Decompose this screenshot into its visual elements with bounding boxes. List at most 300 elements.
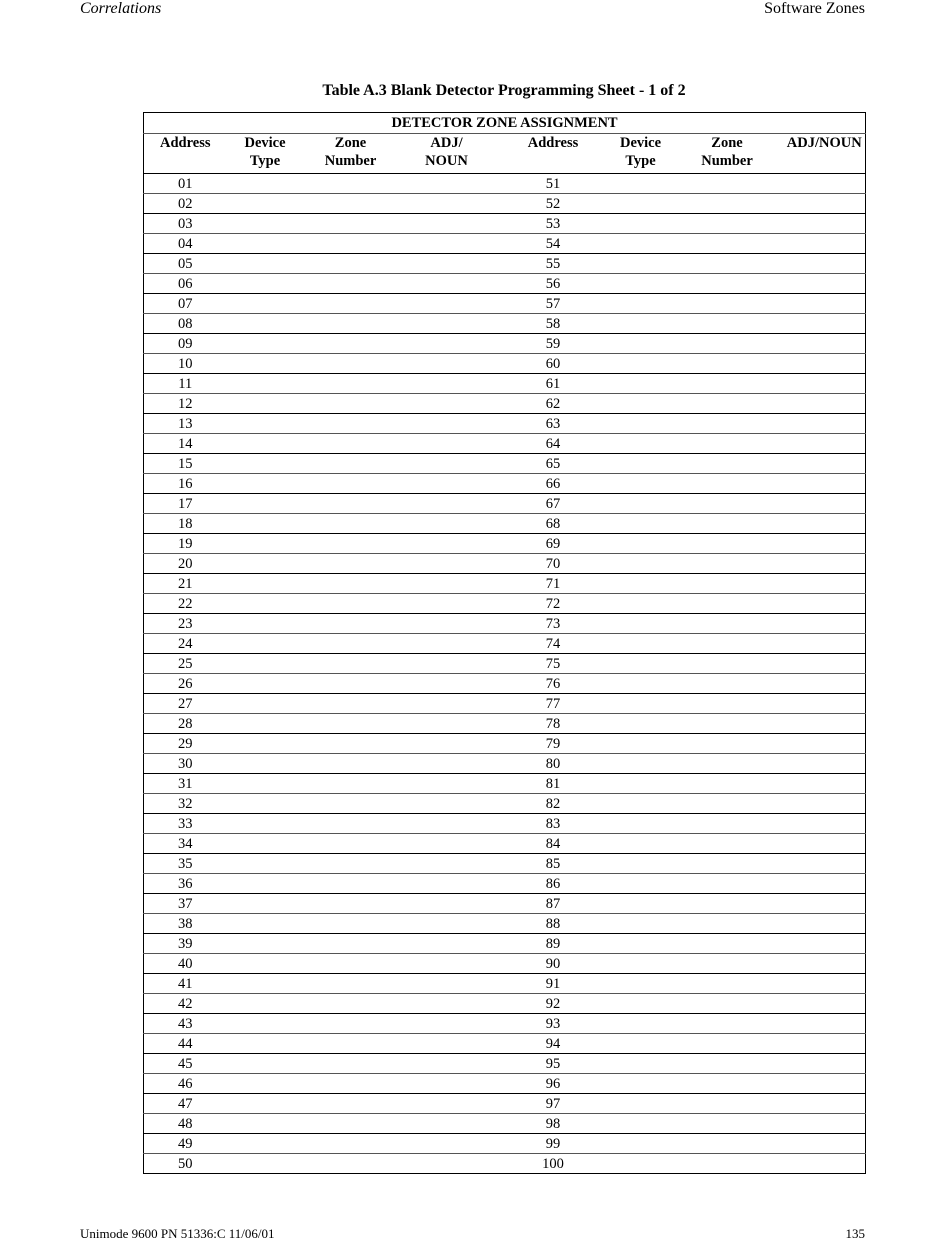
- blank-entry-cell: [784, 494, 866, 514]
- blank-entry-cell: [671, 1094, 784, 1114]
- blank-entry-cell: [304, 1014, 398, 1034]
- blank-entry-cell: [398, 534, 496, 554]
- table-row: [144, 374, 866, 394]
- blank-entry-cell: [304, 354, 398, 374]
- blank-entry-cell: [398, 274, 496, 294]
- blank-entry-cell: [398, 934, 496, 954]
- blank-entry-cell: [227, 234, 304, 254]
- table-row: [144, 874, 866, 894]
- blank-entry-cell: [227, 214, 304, 234]
- column-header-line: Device: [619, 135, 662, 151]
- column-header-device-type-left: [227, 134, 304, 174]
- address-cell-right: 62: [496, 394, 611, 414]
- blank-entry-cell: [671, 314, 784, 334]
- column-header-line: Number: [701, 153, 753, 169]
- column-header-device-type-right: [611, 134, 671, 174]
- table-row: [144, 1034, 866, 1054]
- blank-entry-cell: [784, 994, 866, 1014]
- blank-entry-cell: [398, 594, 496, 614]
- blank-entry-cell: [227, 914, 304, 934]
- table-row: [144, 934, 866, 954]
- blank-entry-cell: [304, 274, 398, 294]
- table-row: [144, 754, 866, 774]
- address-cell-left: 34: [144, 834, 227, 854]
- table-row: [144, 514, 866, 534]
- address-cell-right: 76: [496, 674, 611, 694]
- address-cell-left: 23: [144, 614, 227, 634]
- blank-entry-cell: [304, 974, 398, 994]
- blank-entry-cell: [227, 194, 304, 214]
- blank-entry-cell: [227, 294, 304, 314]
- blank-entry-cell: [611, 634, 671, 654]
- blank-entry-cell: [611, 214, 671, 234]
- blank-entry-cell: [398, 714, 496, 734]
- column-header-adj-noun-right: [784, 134, 866, 174]
- blank-entry-cell: [227, 714, 304, 734]
- blank-entry-cell: [227, 314, 304, 334]
- blank-entry-cell: [304, 514, 398, 534]
- blank-entry-cell: [304, 1074, 398, 1094]
- table-row: [144, 834, 866, 854]
- blank-entry-cell: [227, 1094, 304, 1114]
- blank-entry-cell: [611, 614, 671, 634]
- blank-entry-cell: [611, 554, 671, 574]
- blank-entry-cell: [784, 674, 866, 694]
- address-cell-right: 80: [496, 754, 611, 774]
- blank-entry-cell: [227, 674, 304, 694]
- table-row: [144, 494, 866, 514]
- blank-entry-cell: [611, 194, 671, 214]
- address-cell-left: 03: [144, 214, 227, 234]
- blank-entry-cell: [671, 274, 784, 294]
- blank-entry-cell: [671, 774, 784, 794]
- column-header-line: Number: [324, 153, 377, 169]
- blank-entry-cell: [227, 354, 304, 374]
- table-row: [144, 254, 866, 274]
- blank-entry-cell: [304, 214, 398, 234]
- table-row: [144, 634, 866, 654]
- blank-entry-cell: [784, 414, 866, 434]
- blank-entry-cell: [398, 374, 496, 394]
- blank-entry-cell: [784, 1054, 866, 1074]
- column-header-line: Address: [160, 135, 211, 151]
- table-row: [144, 1154, 866, 1174]
- blank-entry-cell: [611, 254, 671, 274]
- address-cell-right: 69: [496, 534, 611, 554]
- blank-entry-cell: [227, 834, 304, 854]
- blank-entry-cell: [784, 514, 866, 534]
- blank-entry-cell: [611, 754, 671, 774]
- blank-entry-cell: [304, 414, 398, 434]
- blank-entry-cell: [611, 834, 671, 854]
- blank-entry-cell: [227, 414, 304, 434]
- blank-entry-cell: [227, 774, 304, 794]
- address-cell-left: 10: [144, 354, 227, 374]
- blank-entry-cell: [304, 554, 398, 574]
- blank-entry-cell: [304, 994, 398, 1014]
- address-cell-right: 59: [496, 334, 611, 354]
- blank-entry-cell: [671, 1014, 784, 1034]
- blank-entry-cell: [611, 874, 671, 894]
- blank-entry-cell: [671, 254, 784, 274]
- address-cell-right: 82: [496, 794, 611, 814]
- blank-entry-cell: [304, 614, 398, 634]
- address-cell-right: 84: [496, 834, 611, 854]
- address-cell-left: 01: [144, 174, 227, 194]
- blank-entry-cell: [671, 554, 784, 574]
- blank-entry-cell: [227, 814, 304, 834]
- column-header-line: Type: [625, 153, 656, 169]
- address-cell-left: 13: [144, 414, 227, 434]
- address-cell-left: 12: [144, 394, 227, 414]
- blank-entry-cell: [784, 874, 866, 894]
- blank-entry-cell: [784, 254, 866, 274]
- blank-entry-cell: [398, 774, 496, 794]
- address-cell-left: 48: [144, 1114, 227, 1134]
- blank-entry-cell: [227, 594, 304, 614]
- blank-entry-cell: [611, 714, 671, 734]
- blank-entry-cell: [611, 414, 671, 434]
- blank-entry-cell: [611, 314, 671, 334]
- address-cell-right: 93: [496, 1014, 611, 1034]
- blank-entry-cell: [671, 934, 784, 954]
- blank-entry-cell: [304, 914, 398, 934]
- blank-entry-cell: [304, 294, 398, 314]
- table-row: [144, 1014, 866, 1034]
- address-cell-left: 17: [144, 494, 227, 514]
- blank-entry-cell: [227, 1154, 304, 1174]
- blank-entry-cell: [398, 814, 496, 834]
- blank-entry-cell: [304, 954, 398, 974]
- blank-entry-cell: [784, 1154, 866, 1174]
- address-cell-right: 73: [496, 614, 611, 634]
- blank-entry-cell: [671, 1054, 784, 1074]
- blank-entry-cell: [611, 434, 671, 454]
- blank-entry-cell: [671, 414, 784, 434]
- blank-entry-cell: [784, 694, 866, 714]
- address-cell-left: 02: [144, 194, 227, 214]
- table-row: [144, 434, 866, 454]
- blank-entry-cell: [671, 854, 784, 874]
- blank-entry-cell: [304, 794, 398, 814]
- address-cell-right: 70: [496, 554, 611, 574]
- blank-entry-cell: [398, 294, 496, 314]
- blank-entry-cell: [611, 1154, 671, 1174]
- blank-entry-cell: [671, 634, 784, 654]
- blank-entry-cell: [304, 234, 398, 254]
- table-row: [144, 354, 866, 374]
- blank-entry-cell: [398, 854, 496, 874]
- table-row: [144, 294, 866, 314]
- blank-entry-cell: [671, 294, 784, 314]
- blank-entry-cell: [784, 634, 866, 654]
- blank-entry-cell: [671, 1034, 784, 1054]
- table-row: [144, 654, 866, 674]
- blank-entry-cell: [784, 234, 866, 254]
- blank-entry-cell: [784, 654, 866, 674]
- blank-entry-cell: [671, 1134, 784, 1154]
- address-cell-right: 100: [496, 1154, 611, 1174]
- blank-entry-cell: [784, 894, 866, 914]
- blank-entry-cell: [304, 634, 398, 654]
- address-cell-right: 77: [496, 694, 611, 714]
- blank-entry-cell: [227, 1054, 304, 1074]
- blank-entry-cell: [304, 754, 398, 774]
- blank-entry-cell: [671, 974, 784, 994]
- blank-entry-cell: [398, 174, 496, 194]
- table-row: [144, 394, 866, 414]
- address-cell-right: 91: [496, 974, 611, 994]
- blank-entry-cell: [304, 694, 398, 714]
- address-cell-left: 18: [144, 514, 227, 534]
- blank-entry-cell: [671, 574, 784, 594]
- address-cell-left: 30: [144, 754, 227, 774]
- blank-entry-cell: [671, 334, 784, 354]
- address-cell-left: 49: [144, 1134, 227, 1154]
- blank-entry-cell: [671, 474, 784, 494]
- address-cell-right: 83: [496, 814, 611, 834]
- blank-entry-cell: [611, 954, 671, 974]
- blank-entry-cell: [304, 1094, 398, 1114]
- address-cell-left: 28: [144, 714, 227, 734]
- blank-entry-cell: [304, 254, 398, 274]
- blank-entry-cell: [784, 754, 866, 774]
- blank-entry-cell: [398, 634, 496, 654]
- blank-entry-cell: [304, 1054, 398, 1074]
- blank-entry-cell: [671, 374, 784, 394]
- blank-entry-cell: [398, 214, 496, 234]
- blank-entry-cell: [784, 1134, 866, 1154]
- table-row: [144, 1094, 866, 1114]
- blank-entry-cell: [671, 994, 784, 1014]
- address-cell-left: 44: [144, 1034, 227, 1054]
- address-cell-left: 31: [144, 774, 227, 794]
- blank-entry-cell: [784, 554, 866, 574]
- blank-entry-cell: [784, 434, 866, 454]
- table-row: [144, 954, 866, 974]
- blank-entry-cell: [611, 1034, 671, 1054]
- blank-entry-cell: [227, 934, 304, 954]
- page-number: 135: [845, 1226, 865, 1241]
- column-header-line: Type: [249, 153, 281, 169]
- blank-entry-cell: [611, 334, 671, 354]
- blank-entry-cell: [304, 854, 398, 874]
- column-header-zone-number-right: [671, 134, 784, 174]
- blank-entry-cell: [304, 394, 398, 414]
- table-row: [144, 1054, 866, 1074]
- blank-entry-cell: [398, 454, 496, 474]
- table-row: [144, 534, 866, 554]
- address-cell-right: 65: [496, 454, 611, 474]
- address-cell-left: 06: [144, 274, 227, 294]
- blank-entry-cell: [671, 834, 784, 854]
- blank-entry-cell: [671, 234, 784, 254]
- blank-entry-cell: [304, 894, 398, 914]
- table-row: [144, 334, 866, 354]
- blank-entry-cell: [227, 534, 304, 554]
- blank-entry-cell: [611, 394, 671, 414]
- blank-entry-cell: [304, 374, 398, 394]
- address-cell-right: 96: [496, 1074, 611, 1094]
- blank-entry-cell: [227, 874, 304, 894]
- blank-entry-cell: [227, 1114, 304, 1134]
- blank-entry-cell: [304, 654, 398, 674]
- blank-entry-cell: [784, 774, 866, 794]
- blank-entry-cell: [784, 534, 866, 554]
- address-cell-right: 53: [496, 214, 611, 234]
- column-header-line: ADJ/NOUN: [786, 135, 862, 151]
- blank-entry-cell: [398, 554, 496, 574]
- table-row: [144, 214, 866, 234]
- address-cell-left: 46: [144, 1074, 227, 1094]
- blank-entry-cell: [671, 354, 784, 374]
- address-cell-right: 85: [496, 854, 611, 874]
- column-header-address-right: [496, 134, 611, 174]
- blank-entry-cell: [611, 1014, 671, 1034]
- address-cell-left: 04: [144, 234, 227, 254]
- blank-entry-cell: [398, 914, 496, 934]
- address-cell-right: 64: [496, 434, 611, 454]
- blank-entry-cell: [398, 234, 496, 254]
- blank-entry-cell: [304, 774, 398, 794]
- blank-entry-cell: [304, 734, 398, 754]
- table-row: [144, 854, 866, 874]
- blank-entry-cell: [227, 554, 304, 574]
- blank-entry-cell: [227, 1074, 304, 1094]
- address-cell-right: 71: [496, 574, 611, 594]
- address-cell-right: 55: [496, 254, 611, 274]
- address-cell-left: 43: [144, 1014, 227, 1034]
- blank-entry-cell: [611, 574, 671, 594]
- blank-entry-cell: [784, 794, 866, 814]
- address-cell-left: 16: [144, 474, 227, 494]
- address-cell-left: 15: [144, 454, 227, 474]
- blank-entry-cell: [398, 1094, 496, 1114]
- blank-entry-cell: [227, 1134, 304, 1154]
- table-row: [144, 574, 866, 594]
- blank-entry-cell: [784, 954, 866, 974]
- blank-entry-cell: [671, 454, 784, 474]
- blank-entry-cell: [671, 694, 784, 714]
- blank-entry-cell: [671, 954, 784, 974]
- blank-entry-cell: [611, 354, 671, 374]
- blank-entry-cell: [611, 454, 671, 474]
- blank-entry-cell: [398, 1114, 496, 1134]
- column-header-line: ADJ/: [430, 135, 463, 151]
- address-cell-right: 51: [496, 174, 611, 194]
- column-header-line: Device: [244, 135, 286, 151]
- blank-entry-cell: [671, 394, 784, 414]
- blank-entry-cell: [227, 374, 304, 394]
- table-row: [144, 234, 866, 254]
- blank-entry-cell: [227, 994, 304, 1014]
- blank-entry-cell: [784, 974, 866, 994]
- blank-entry-cell: [671, 514, 784, 534]
- blank-entry-cell: [784, 734, 866, 754]
- address-cell-left: 38: [144, 914, 227, 934]
- table-row: [144, 554, 866, 574]
- section-header: DETECTOR ZONE ASSIGNMENT: [144, 113, 866, 134]
- address-cell-right: 78: [496, 714, 611, 734]
- blank-entry-cell: [671, 754, 784, 774]
- table-row: [144, 714, 866, 734]
- blank-entry-cell: [611, 894, 671, 914]
- table-row: [144, 1134, 866, 1154]
- blank-entry-cell: [398, 874, 496, 894]
- table-row: [144, 274, 866, 294]
- blank-entry-cell: [611, 1114, 671, 1134]
- table-body: [144, 174, 866, 1174]
- address-cell-left: 22: [144, 594, 227, 614]
- address-cell-right: 58: [496, 314, 611, 334]
- blank-entry-cell: [611, 374, 671, 394]
- address-cell-left: 50: [144, 1154, 227, 1174]
- blank-entry-cell: [398, 1154, 496, 1174]
- blank-entry-cell: [784, 334, 866, 354]
- blank-entry-cell: [304, 454, 398, 474]
- blank-entry-cell: [784, 214, 866, 234]
- blank-entry-cell: [227, 734, 304, 754]
- address-cell-right: 92: [496, 994, 611, 1014]
- blank-entry-cell: [227, 514, 304, 534]
- column-header-line: Zone: [334, 135, 367, 151]
- blank-entry-cell: [671, 914, 784, 934]
- blank-entry-cell: [784, 1114, 866, 1134]
- blank-entry-cell: [227, 654, 304, 674]
- table-row: [144, 734, 866, 754]
- address-cell-left: 47: [144, 1094, 227, 1114]
- blank-entry-cell: [227, 854, 304, 874]
- blank-entry-cell: [227, 754, 304, 774]
- address-cell-left: 27: [144, 694, 227, 714]
- blank-entry-cell: [671, 534, 784, 554]
- blank-entry-cell: [398, 314, 496, 334]
- blank-entry-cell: [611, 534, 671, 554]
- blank-entry-cell: [398, 954, 496, 974]
- table-row: [144, 774, 866, 794]
- blank-entry-cell: [611, 594, 671, 614]
- blank-entry-cell: [304, 574, 398, 594]
- blank-entry-cell: [227, 494, 304, 514]
- address-cell-right: 60: [496, 354, 611, 374]
- address-cell-right: 52: [496, 194, 611, 214]
- blank-entry-cell: [611, 494, 671, 514]
- table-row: [144, 314, 866, 334]
- blank-entry-cell: [784, 174, 866, 194]
- blank-entry-cell: [611, 174, 671, 194]
- blank-entry-cell: [671, 594, 784, 614]
- blank-entry-cell: [398, 1074, 496, 1094]
- blank-entry-cell: [227, 614, 304, 634]
- address-cell-left: 05: [144, 254, 227, 274]
- blank-entry-cell: [398, 734, 496, 754]
- blank-entry-cell: [227, 954, 304, 974]
- table-row: [144, 674, 866, 694]
- address-cell-right: 81: [496, 774, 611, 794]
- address-cell-left: 09: [144, 334, 227, 354]
- address-cell-left: 41: [144, 974, 227, 994]
- address-cell-left: 26: [144, 674, 227, 694]
- blank-entry-cell: [398, 834, 496, 854]
- blank-entry-cell: [784, 1014, 866, 1034]
- blank-entry-cell: [671, 894, 784, 914]
- blank-entry-cell: [671, 654, 784, 674]
- blank-entry-cell: [784, 814, 866, 834]
- table-row: [144, 454, 866, 474]
- address-cell-right: 87: [496, 894, 611, 914]
- blank-entry-cell: [227, 574, 304, 594]
- blank-entry-cell: [611, 654, 671, 674]
